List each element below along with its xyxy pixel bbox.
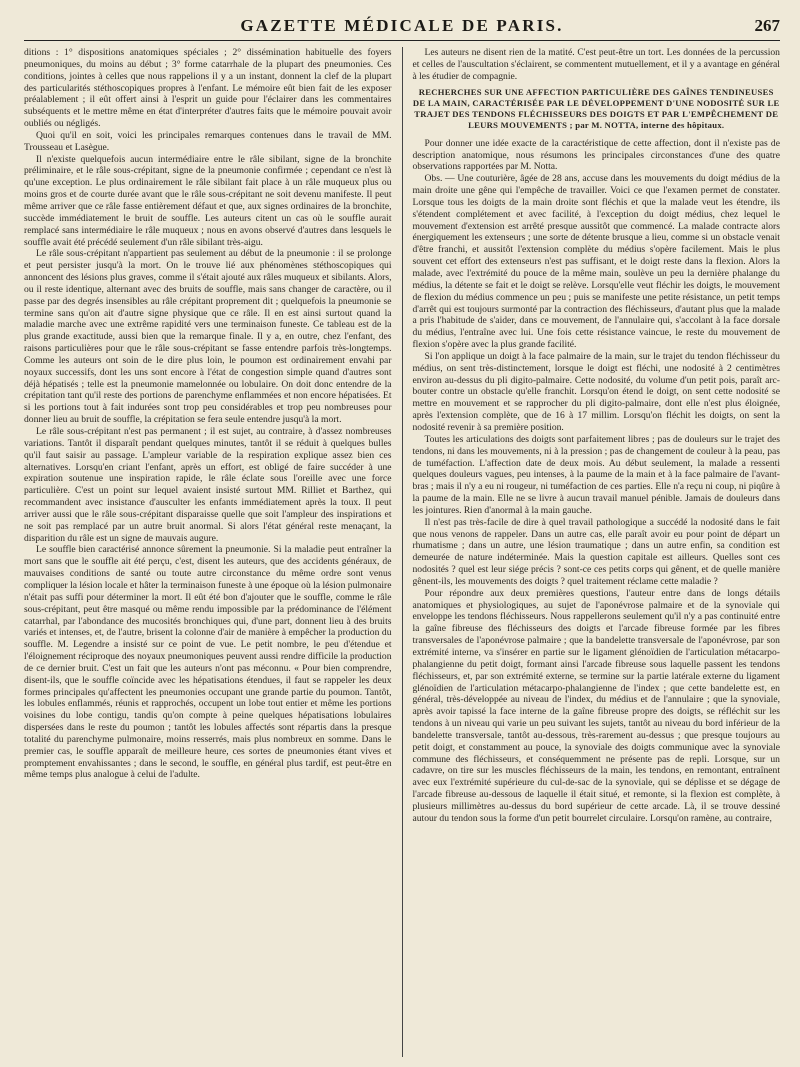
right-intro-paragraph: Les auteurs ne disent rien de la matité. C'est peut-être un tort. Les données de la percussion et celles de l'auscultation s'éclairent, se commentent mutuellement, et il y a avantage en général à les étudier de compagnie.: [412, 47, 780, 82]
right-column: [412, 47, 780, 1057]
right-paragraph: Pour donner une idée exacte de la caractéristique de cette affection, dont il n'existe pas de description anatomique, nous résumons les principales circonstances d'une des quatre observations rapportées par M. Notta.: [412, 137, 780, 173]
left-paragraph: ditions : 1° dispositions anatomiques spéciales ; 2° dissémination habituelle des foyers pneumoniques, du moins au début ; 3° forme catarrhale de la plupart des pneumonies. Ces conditions, jointes à celles que nous rappelions il y a un instant, donnent la clef de la plupart des particularités stéthoscopiques propres à l'enfant. Le mémoire eût bien fait de les exposer préalablement ; il eût offert ainsi à l'esprit un guide pour l'éclairer dans les commentaires subséquents et le mettre même en état d'interpréter d'autres faits que le mémoire pouvait avoir oubliés ou négligés.: [24, 47, 392, 130]
left-paragraph: Le râle sous-crépitant n'est pas permanent ; il est sujet, au contraire, à d'assez nombreuses variations. Tantôt il disparaît pendant quelques minutes, tantôt il se réduit à quelques bulles qu'il faut saisir au passage. L'ampleur variable de la respiration explique assez bien ces alternatives. Lorsqu'en criant l'enfant, après un effort, est obligé de faire succéder à une expiration soutenue une inspiration rapide, le râle éclate sous l'oreille avec une force particulière. C'est un point sur lequel avaient insisté surtout MM. Rilliet et Barthez, qui recommandent avec insistance d'ausculter les enfants immédiatement après la toux. Il peut arriver aussi que le râle sous-crépitant disparaisse quelle que soit l'ampleur des inspirations et ne soit pas remplacé par un autre bruit anormal. Si alors l'état général reste menaçant, la disparition du râle est un signe de mauvais augure.: [24, 426, 392, 544]
right-paragraph: Il n'est pas très-facile de dire à quel travail pathologique a succédé la nodosité dans le fait que nous venons de rappeler. Dans un autre cas, elle paraît avoir eu pour point de départ un rhumatisme ; dans un autre, une lésion traumatique ; dans un autre enfin, sa condition est demeurée de nature indéterminée. Mais la question capitale est ailleurs. Quelles sont ces nodosités ? quel est leur siége précis ? sont-ce ces petits corps qui gênent, et de quelle manière gênent-ils, les mouvements des doigts ? quel traitement réclame cette maladie ?: [412, 516, 780, 587]
left-paragraph: Il n'existe quelquefois aucun intermédiaire entre le râle sibilant, signe de la bronchite préliminaire, et le râle sous-crépitant, signe de la pneumonie confirmée ; cependant ce n'est là qu'une exception. Le plus ordinairement le râle sibilant fait place à un râle muqueux plus ou moins gros et de courte durée avant que le râle sous-crépitant ne soit devenu manifeste. Il peut même arriver que ce râle fasse entièrement défaut et que, aux signes ordinaires de la bronchite, succède immédiatement le bruit de souffle. Les auteurs citent un cas où le souffle aurait remplacé sans intermédiaire le râle muqueux ; nous en avons observé d'autres dans lesquels le souffle avait été précédé seulement d'un râle sibilant très-aigu.: [24, 153, 392, 248]
observation-paragraph: Obs. — Une couturière, âgée de 28 ans, accuse dans les mouvements du doigt médius de la main droite une gêne qui l'empêche de travailler. Voici ce que l'examen permet de constater. Lorsque tous les doigts de la main droite sont fléchis et que la malade veut les étendre, ils s'étendent complétement et avec facilité, à l'exception du doigt médius, chez lequel le mouvement d'extension est arrêté presque aussitôt que commencé. La malade contracte alors énergiquement les extenseurs ; une sorte de détente brusque a lieu, comme si un obstacle venait d'être franchi, et aussitôt l'extension complète du médius s'opère facilement. Mais le plus souvent cet effort des extenseurs n'est pas suffisant, et le doigt reste dans la flexion. Alors la malade, avec l'extrémité du pouce de la même main, soulève un peu la dernière phalange du médius, la détente se fait et le doigt se relève. Lorsqu'elle veut fléchir les doigts, le mouvement de flexion du médius commence un peu ; puis se manifeste une petite résistance, un petit temps d'arrêt qui est toujours surmonté par la contraction des fléchisseurs, d'autant plus que la malade a pris l'habitude de s'aider, dans ce mouvement, de l'annulaire qui, s'accolant à la face dorsale du médius, l'entraîne avec lui. Une fois cette résistance vaincue, le reste du mouvement de flexion s'opère avec la plus grande facilité.: [412, 173, 780, 351]
page-header: [24, 14, 780, 41]
text-columns: [24, 47, 780, 1057]
left-paragraph: Le râle sous-crépitant n'appartient pas seulement au début de la pneumonie : il se prolonge et peut persister jusqu'à la mort. On le trouve lié aux phénomènes stéthoscopiques qui annoncent des lésions plus graves, comme il s'était ajouté aux râles muqueux et sibilants. Alors, ou il reste identique, alternant avec des bruits de souffle, mais sans changer de caractère, ou il passe par des degrés insensibles au râle crépitant proprement dit ; quelquefois la pneumonie se termine sans qu'on ait d'autre signe physique que ce râle. Il en est ainsi surtout quand la maladie marche avec une extrême rapidité vers une terminaison funeste. Ce tableau est de la plus grande exactitude, aussi bien que la remarque finale. Il y a, en outre, chez l'enfant, des raisons particulières pour que le râle sous-crépitant se fasse entendre parfois très-longtemps. Comme les auteurs ont soin de le dire plus loin, le poumon est ordinairement envahi par noyaux successifs, dont les uns sont encore à l'état de congestion simple quand d'autres sont déjà hépatisés ; telle est la pneumonie mamelonnée ou lobulaire. On doit donc entendre de la crépitation tant qu'il reste des portions de parenchyme enflammées et non encore hépatisées. Et si les portions tout à fait indurées sont trop peu considérables et trop peu nombreuses pour donner lieu au bruit de souffle, la crépitation se fera seule entendre jusqu'à la mort.: [24, 248, 392, 426]
column-divider: [402, 47, 403, 1057]
left-column: [24, 47, 392, 1057]
left-paragraph: Quoi qu'il en soit, voici les principales remarques contenues dans le travail de MM. Trousseau et Lasègue.: [24, 129, 392, 153]
right-paragraph: Toutes les articulations des doigts sont parfaitement libres ; pas de douleurs sur le trajet des tendons, ni dans les mouvements, ni à la pression ; pas de changement de couleur à la peau, pas de tuméfaction. L'affection date de deux mois. Au début seulement, la malade a ressenti quelques douleurs vagues, peu intenses, à la paume de la main et à la face palmaire de l'avant-bras ; mais il n'y a eu ni rougeur, ni tuméfaction de ces parties. Elle n'a reçu ni coup, ni piqûre à la paume de la main. Elle ne se livre à aucun travail manuel pénible. Jamais de douleurs dans les jointures. Rien d'anormal à la main gauche.: [412, 433, 780, 516]
right-paragraph: Si l'on applique un doigt à la face palmaire de la main, sur le trajet du tendon fléchisseur du médius, on sent très-distinctement, lorsque le doigt est fléchi, une nodosité à 2 centimètres environ au-dessus du pli digito-palmaire. Cette nodosité, du volume d'un petit pois, paraît arc-bouter contre un obstacle qu'elle franchit. Lorsqu'on étend le doigt, on sent cette nodosité se mettre en mouvement et se rapprocher du pli digito-palmaire, dont elle n'est plus éloignée, après l'extension complète, que de 16 à 17 millim. Lorsqu'on fléchit les doigts, on sent la nodosité revenir à sa première position.: [412, 350, 780, 433]
page-number: 267: [754, 16, 780, 35]
article-title: RECHERCHES SUR UNE AFFECTION PARTICULIÈRE DES GAÎNES TENDINEUSES DE LA MAIN, CARACTÉRISÉE PAR LE DÉVELOPPEMENT D'UNE NODOSITÉ SUR LE TRAJET DES TENDONS FLÉCHISSEURS DES DOIGTS ET PAR L'EMPÊCHEMENT DE LEURS MOUVEMENTS ; par M. NOTTA, interne des hôpitaux.: [412, 86, 780, 131]
right-paragraph: Pour répondre aux deux premières questions, l'auteur entre dans de longs détails anatomiques et physiologiques, au sujet de l'aponévrose palmaire et de la synoviale qui enveloppe les tendons fléchisseurs. Nous rappellerons seulement qu'il n'y a pas continuité entre la gaîne fibreuse des fléchisseurs des doigts et l'arcade fibreuse formée par les fibres transversales de l'aponévrose palmaire ; que la bandelette transversale de l'aponévrose, par son extrémité interne, va s'insérer en partie sur le ligament glénoïdien de l'articulation métacarpo-phalangienne du petit doigt, formant ainsi l'arcade fibreuse sous laquelle passent les tendons fléchisseurs, et, par son extrémité externe, se termine sur la partie latérale externe du ligament glénoïdien de l'articulation métacarpo-phalangienne de l'index ; que cette bandelette est, en général, très-développée au niveau de l'index, du médius et de l'annulaire ; que la synoviale, après avoir tapissé la face interne de la gaîne fibreuse propre des doigts, se réfléchit sur les tendons à un niveau qui varie un peu suivant les sujets, tantôt au niveau du bord inférieur de la bandelette transversale, tantôt au-dessous, très-rarement au-dessus ; que presque toujours au petit doigt, et constamment au pouce, la synoviale des doigts communique avec la synoviale commune des fléchisseurs, et conséquemment ne présente pas de repli. Lorsque, sur un cadavre, on tire sur les muscles fléchisseurs de la main, les tendons, en remontant, entraînent avec eux l'extrémité supérieure du cul-de-sac de la synoviale, qui se déplisse et se dégage de l'arcade fibreuse au-dessous de laquelle il était situé, et remonte, si la flexion est complète, à plusieurs millimètres au-dessus du bord supérieur de cette arcade. Là, il se trouve dessiné autour du tendon sous la forme d'un petit bourrelet circulaire. Lorsqu'on ramène, au contraire,: [412, 587, 780, 824]
left-paragraph: Le souffle bien caractérisé annonce sûrement la pneumonie. Si la maladie peut entraîner la mort sans que le souffle ait été perçu, c'est, disent les auteurs, que des accidents généraux, de mauvaises conditions de santé ou toute autre circonstance du même ordre sont venus compliquer la lésion locale et hâter la terminaison funeste à une époque où la lésion pulmonaire n'était pas suffi pour déterminer la mort. Il eût été bon d'ajouter que le souffle, comme le râle sous-crépitant, peut être masqué ou même rendu impossible par la prédominance de l'élément catarrhal, par l'abondance des mucosités bronchiques qui, d'une part, donnent lieu à des bruits variés et intenses, et, de l'autre, brisent la colonne d'air de manière à empêcher la production du souffle. M. Legendre a insisté sur ce point de vue. Le petit nombre, le peu d'étendue et l'éloignement réciproque des noyaux pneumoniques peuvent aussi rendre difficile la production de ce dernier bruit. C'est un fait que les auteurs n'ont pas méconnu. « Pour bien comprendre, disent-ils, que le souffle coïncide avec les hépatisations étendues, il faut se rappeler les deux formes principales qu'affectent les pneumonies occupant une grande partie du poumon. Tantôt, les lobules enflammés, réunis et rapprochés, occupent un lobe tout entier et même les portions voisines du lobe contigu, tandis qu'on compte à peine quelques hépatisations lobulaires dispersées dans le reste du poumon ; tantôt les lobules affectés sont répartis dans la presque totalité du parenchyme pulmonaire, moins resserrés, mais plus nombreux en somme. Dans le premier cas, le souffle apparaît de meilleure heure, ces sortes de pneumonies étant vives et promptement envahissantes ; dans le second, le souffle, en général plus tardif, est peut-être en même temps plus analogue à celui de l'adulte.: [24, 544, 392, 781]
running-title: GAZETTE MÉDICALE DE PARIS.: [240, 16, 564, 35]
